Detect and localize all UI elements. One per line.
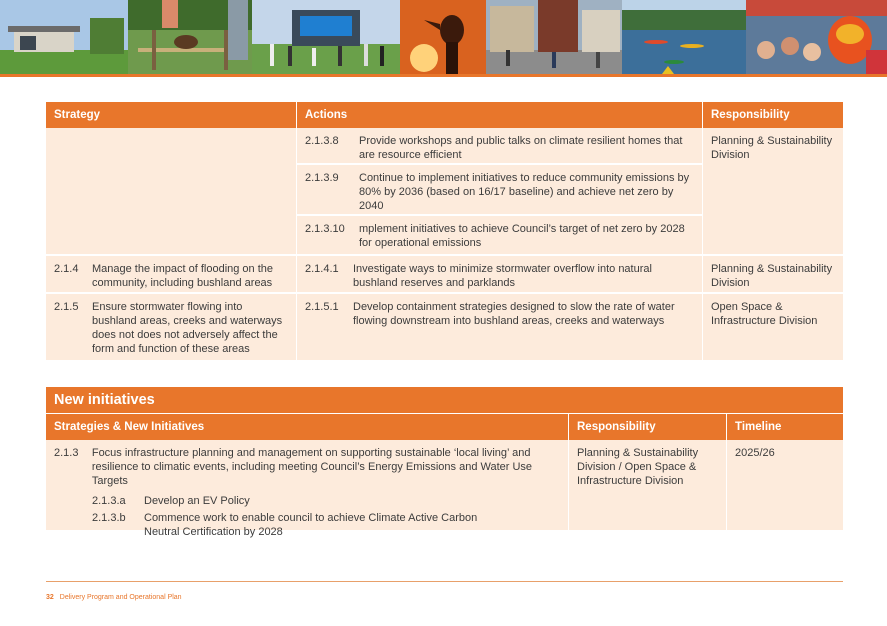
footer-divider — [46, 581, 843, 582]
strategy-text: Manage the impact of flooding on the community, including bushland areas — [92, 263, 274, 289]
action-text: mplement initiatives to achieve Council’s target of net zero by 2028 for operational emissions — [359, 223, 685, 249]
header-responsibility: Responsibility — [568, 414, 726, 440]
action-text: Continue to implement initiatives to reduce community emissions by 80% by 2036 (based on 16/17 baseline) and achieve net zero by 2040 — [359, 172, 690, 212]
responsibility-cell: Planning & Sustainability Division / Open Space & Infrastructure Division — [568, 440, 726, 530]
header-timeline: Timeline — [726, 414, 843, 440]
actions-cell — [296, 128, 702, 254]
strategy-number: 2.1.4 — [54, 263, 79, 275]
action-text: Investigate ways to minimize stormwater overflow into natural bushland reserves and parklands — [353, 263, 652, 289]
action-number: 2.1.3.10 — [305, 223, 345, 235]
subitem-number: 2.1.3.b — [92, 512, 126, 524]
park-pavilion-photo — [0, 0, 128, 74]
table-row — [46, 256, 843, 294]
new-initiatives-header — [46, 414, 843, 440]
action-text: Develop containment strategies designed to slow the rate of water flowing downstream into bushland areas, creeks and waterways — [353, 301, 675, 327]
new-initiatives-table — [46, 387, 843, 538]
action-item — [297, 128, 702, 165]
lion-dance-festival-photo — [746, 0, 887, 74]
timeline-cell: 2025/26 — [726, 440, 843, 530]
page-footer — [46, 594, 182, 601]
initiative-subitem — [54, 511, 560, 539]
document-title: Delivery Program and Operational Plan — [59, 594, 182, 601]
initiative-main — [54, 446, 560, 488]
new-initiatives-title: New initiatives — [46, 387, 843, 414]
subitem-text: Commence work to enable council to achieve Climate Active Carbon Neutral Certification by 2028 — [144, 512, 478, 538]
initiative-number: 2.1.3 — [54, 447, 79, 459]
initiative-subitem — [54, 494, 560, 508]
action-number: 2.1.3.8 — [305, 135, 339, 147]
actions-cell — [296, 294, 702, 360]
subitem-text: Develop an EV Policy — [144, 495, 250, 507]
responsibility-cell: Planning & Sustainability Division — [702, 128, 843, 254]
header-strategies-initiatives: Strategies & New Initiatives — [54, 421, 205, 433]
strategy-text: Ensure stormwater flowing into bushland areas, creeks and waterways does not does not adversely affect the form and function of these areas — [92, 301, 283, 355]
subitem-number: 2.1.3.a — [92, 495, 126, 507]
photo-banner — [0, 0, 887, 74]
table-row — [46, 440, 843, 538]
kayaking-river-photo — [622, 0, 746, 74]
page-number: 32 — [46, 594, 54, 601]
action-number: 2.1.4.1 — [305, 263, 339, 275]
action-text: Provide workshops and public talks on climate resilient homes that are resource efficient — [359, 135, 683, 161]
banner-divider — [0, 74, 887, 77]
action-number: 2.1.5.1 — [305, 301, 339, 313]
strategy-cell-empty — [46, 128, 296, 254]
header-responsibility: Responsibility — [702, 102, 843, 128]
initiative-text: Focus infrastructure planning and management on supporting sustainable ‘local living’ and resilience to climatic events, including meeting Council’s Energy Emissions and Water Use Targets — [91, 447, 533, 487]
kookaburra-sunset-photo — [400, 0, 486, 74]
strategy-table-header — [46, 102, 843, 128]
responsibility-cell: Planning & Sustainability Division — [702, 256, 843, 292]
strategy-cell — [46, 256, 296, 292]
outdoor-fitness-photo — [252, 0, 400, 74]
dog-agility-photo — [128, 0, 252, 74]
action-number: 2.1.3.9 — [305, 172, 339, 184]
strategy-table — [46, 102, 843, 360]
action-item — [297, 216, 702, 254]
action-item — [297, 165, 702, 216]
street-shops-photo — [486, 0, 622, 74]
initiative-cell — [46, 440, 568, 538]
responsibility-cell: Open Space & Infrastructure Division — [702, 294, 843, 360]
header-actions: Actions — [296, 102, 702, 128]
table-row — [46, 294, 843, 360]
strategy-number: 2.1.5 — [54, 301, 79, 313]
header-strategy: Strategy — [54, 109, 101, 121]
table-row — [46, 128, 843, 256]
strategy-cell — [46, 294, 296, 360]
actions-cell — [296, 256, 702, 292]
